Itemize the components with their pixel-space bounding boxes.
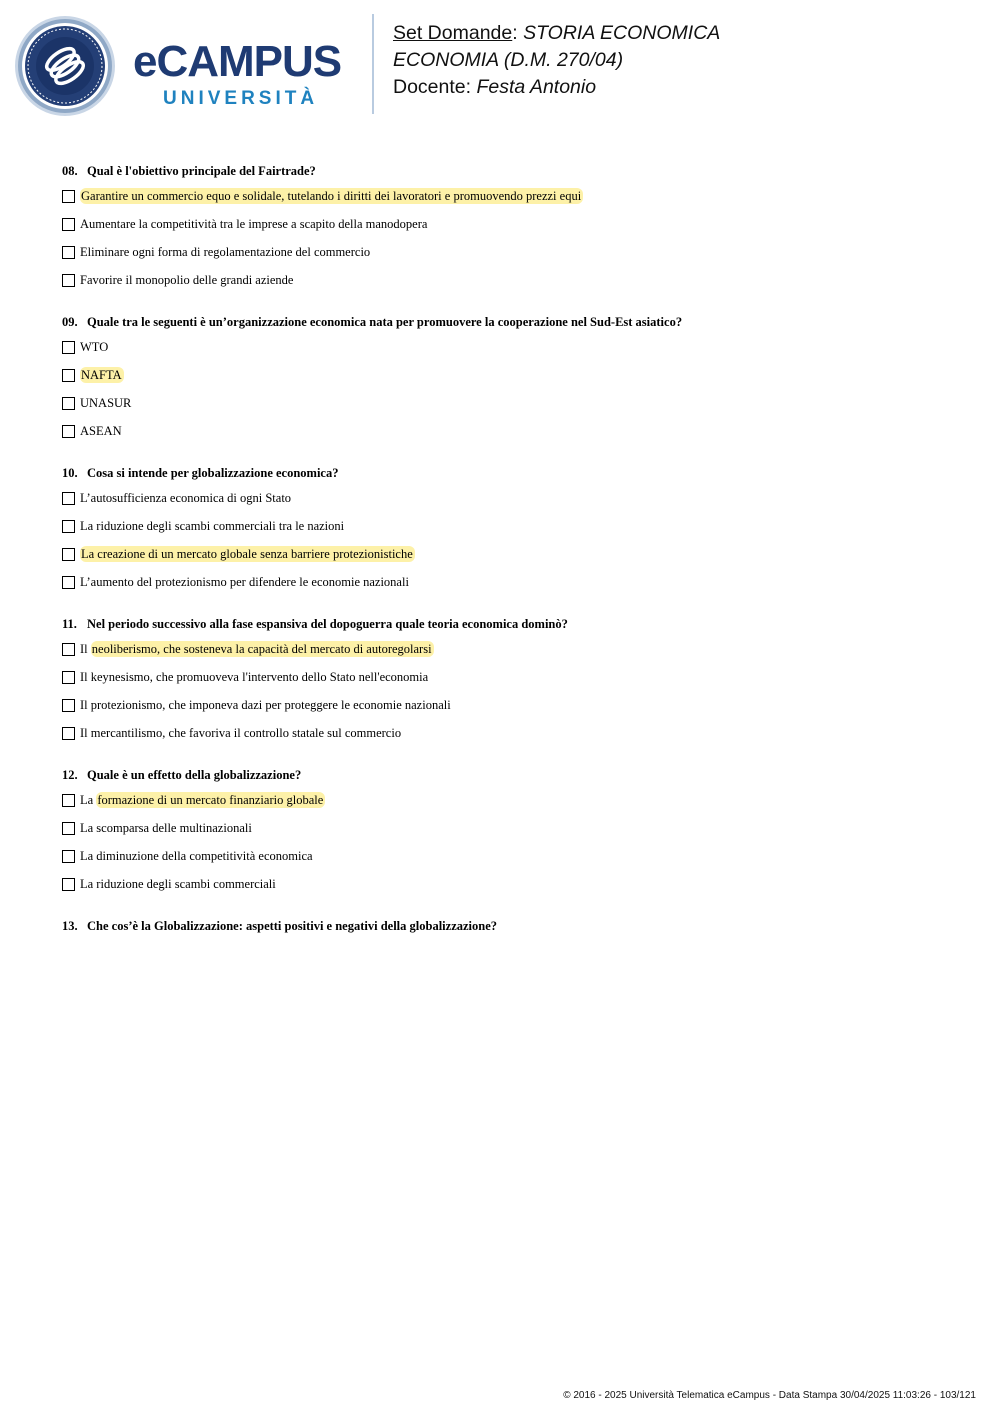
- answer-text: [80, 697, 451, 714]
- answer-checkbox[interactable]: [62, 397, 75, 410]
- question-6: [62, 918, 962, 934]
- answer-text: [80, 725, 401, 742]
- answer-checkbox[interactable]: [62, 699, 75, 712]
- answer-checkbox[interactable]: [62, 850, 75, 863]
- teacher-name: Festa Antonio: [476, 76, 597, 98]
- answer-option[interactable]: [62, 724, 962, 752]
- answer-option[interactable]: [62, 338, 962, 366]
- question-title: [62, 163, 962, 179]
- answer-checkbox[interactable]: [62, 671, 75, 684]
- question-title: [62, 314, 962, 330]
- answer-checkbox[interactable]: [62, 341, 75, 354]
- answer-option[interactable]: [62, 545, 962, 573]
- answer-checkbox[interactable]: [62, 425, 75, 438]
- question-text: Quale tra le seguenti è un’organizzazione economica nata per promuovere la cooperazione nel Sud-Est asiatico?: [87, 315, 683, 329]
- question-title: [62, 465, 962, 481]
- answer-text-pre: Aumentare la competitività tra le imprese a scapito della manodopera: [80, 217, 428, 231]
- logo-brand-top: eCAMPUS: [133, 37, 342, 86]
- question-number: 08.: [62, 164, 78, 178]
- answer-option[interactable]: [62, 875, 962, 903]
- answer-checkbox[interactable]: [62, 274, 75, 287]
- highlighted-answer-text: La creazione di un mercato globale senza barriere protezionistiche: [81, 547, 413, 561]
- answer-text-pre: La riduzione degli scambi commerciali tra le nazioni: [80, 519, 345, 533]
- answer-checkbox[interactable]: [62, 492, 75, 505]
- answer-text: [80, 490, 291, 507]
- question-number: 12.: [62, 768, 78, 782]
- set-separator: :: [512, 22, 524, 44]
- teacher-label: Docente:: [393, 76, 477, 98]
- answer-text: [80, 244, 370, 261]
- answer-option[interactable]: [62, 791, 962, 819]
- answer-text-pre: L’aumento del protezionismo per difendere le economie nazionali: [80, 575, 409, 589]
- answer-checkbox[interactable]: [62, 190, 75, 203]
- answer-list: [62, 791, 962, 903]
- document-title: [393, 20, 983, 101]
- header-divider: [372, 14, 374, 114]
- set-label: Set Domande: [393, 22, 513, 44]
- question-title: [62, 918, 962, 934]
- answer-option[interactable]: [62, 668, 962, 696]
- answer-text: [80, 669, 428, 686]
- question-4: [62, 616, 962, 752]
- question-number: 11.: [62, 617, 77, 631]
- answer-option[interactable]: [62, 847, 962, 875]
- answer-option[interactable]: [62, 187, 962, 215]
- answer-checkbox[interactable]: [62, 548, 75, 561]
- answer-text: [80, 518, 344, 535]
- question-number: 10.: [62, 466, 78, 480]
- question-text: Che cos’è la Globalizzazione: aspetti positivi e negativi della globalizzazione?: [87, 919, 498, 933]
- question-text: Qual è l'obiettivo principale del Fairtrade?: [87, 164, 316, 178]
- answer-checkbox[interactable]: [62, 878, 75, 891]
- answer-text: [80, 820, 252, 837]
- question-1: [62, 163, 962, 299]
- answer-checkbox[interactable]: [62, 576, 75, 589]
- answer-option[interactable]: [62, 366, 962, 394]
- highlighted-answer-text: Garantire un commercio equo e solidale, tutelando i diritti dei lavoratori e promuovendo prezzi equi: [81, 189, 582, 203]
- question-number: 09.: [62, 315, 78, 329]
- answer-option[interactable]: [62, 640, 962, 668]
- set-title-line-1: STORIA ECONOMICA: [523, 22, 721, 44]
- highlighted-answer-text: NAFTA: [81, 368, 122, 382]
- page-footer: © 2016 - 2025 Università Telematica eCampus - Data Stampa 30/04/2025 11:03:26 - 103/121: [563, 1390, 976, 1401]
- answer-text: [80, 876, 276, 893]
- ecampus-logo: [133, 38, 358, 113]
- answer-checkbox[interactable]: [62, 643, 75, 656]
- answer-text: [80, 848, 313, 865]
- answer-text: [80, 272, 293, 289]
- answer-text: [80, 792, 325, 809]
- answer-text-pre: WTO: [80, 340, 109, 354]
- answer-checkbox[interactable]: [62, 520, 75, 533]
- answer-option[interactable]: [62, 215, 962, 243]
- answer-list: [62, 489, 962, 601]
- question-title: [62, 616, 962, 632]
- question-text: Nel periodo successivo alla fase espansiva del dopoguerra quale teoria economica dominò?: [87, 617, 568, 631]
- question-text: Quale è un effetto della globalizzazione?: [87, 768, 302, 782]
- answer-text: [80, 339, 108, 356]
- answer-text: [80, 367, 124, 384]
- question-number: 13.: [62, 919, 78, 933]
- highlighted-answer-text: neoliberismo, che sosteneva la capacità del mercato di autoregolarsi: [91, 642, 432, 656]
- answer-checkbox[interactable]: [62, 727, 75, 740]
- set-title-line-2: ECONOMIA (D.M. 270/04): [393, 49, 624, 71]
- answer-text-pre: La diminuzione della competitività economica: [80, 849, 313, 863]
- answer-checkbox[interactable]: [62, 822, 75, 835]
- question-2: [62, 314, 962, 450]
- answer-text-pre: Favorire il monopolio delle grandi aziende: [80, 273, 294, 287]
- answer-list: [62, 187, 962, 299]
- answer-list: [62, 640, 962, 752]
- answer-option[interactable]: [62, 819, 962, 847]
- answer-text-pre: Eliminare ogni forma di regolamentazione del commercio: [80, 245, 371, 259]
- answer-text: [80, 574, 409, 591]
- question-5: [62, 767, 962, 903]
- answer-checkbox[interactable]: [62, 218, 75, 231]
- highlighted-answer-text: formazione di un mercato finanziario globale: [97, 793, 324, 807]
- answer-text: [80, 546, 415, 563]
- answer-checkbox[interactable]: [62, 369, 75, 382]
- logo-brand-bottom: UNIVERSITÀ: [163, 88, 319, 109]
- answer-checkbox[interactable]: [62, 794, 75, 807]
- question-text: Cosa si intende per globalizzazione economica?: [87, 466, 339, 480]
- question-3: [62, 465, 962, 601]
- answer-option[interactable]: [62, 696, 962, 724]
- answer-checkbox[interactable]: [62, 246, 75, 259]
- answer-text: [80, 423, 122, 440]
- answer-option[interactable]: [62, 422, 962, 450]
- page-header: [0, 0, 1000, 130]
- answer-text-pre: Il mercantilismo, che favoriva il controllo statale sul commercio: [80, 726, 402, 740]
- answer-option[interactable]: [62, 489, 962, 517]
- answer-text-pre: Il keynesismo, che promuoveva l'intervento dello Stato nell'economia: [80, 670, 429, 684]
- answer-text-pre: La scomparsa delle multinazionali: [80, 821, 252, 835]
- teacher-line: [393, 74, 983, 101]
- answer-text-pre: ASEAN: [80, 424, 122, 438]
- answer-text: [80, 216, 427, 233]
- set-line: [393, 20, 983, 47]
- answer-text-pre: L’autosufficienza economica di ogni Stato: [80, 491, 292, 505]
- answer-text: [80, 395, 131, 412]
- answer-option[interactable]: [62, 271, 962, 299]
- answer-text: [80, 641, 434, 658]
- question-title: [62, 767, 962, 783]
- answer-option[interactable]: [62, 573, 962, 601]
- answer-option[interactable]: [62, 394, 962, 422]
- answer-text-pre: UNASUR: [80, 396, 132, 410]
- answer-text-pre: Il: [80, 642, 91, 656]
- university-seal-icon: [14, 15, 116, 117]
- answer-text-pre: La riduzione degli scambi commerciali: [80, 877, 276, 891]
- answer-option[interactable]: [62, 243, 962, 271]
- answer-list: [62, 338, 962, 450]
- answer-option[interactable]: [62, 517, 962, 545]
- answer-text: [80, 188, 583, 205]
- answer-text-pre: La: [80, 793, 97, 807]
- answer-text-pre: Il protezionismo, che imponeva dazi per proteggere le economie nazionali: [80, 698, 451, 712]
